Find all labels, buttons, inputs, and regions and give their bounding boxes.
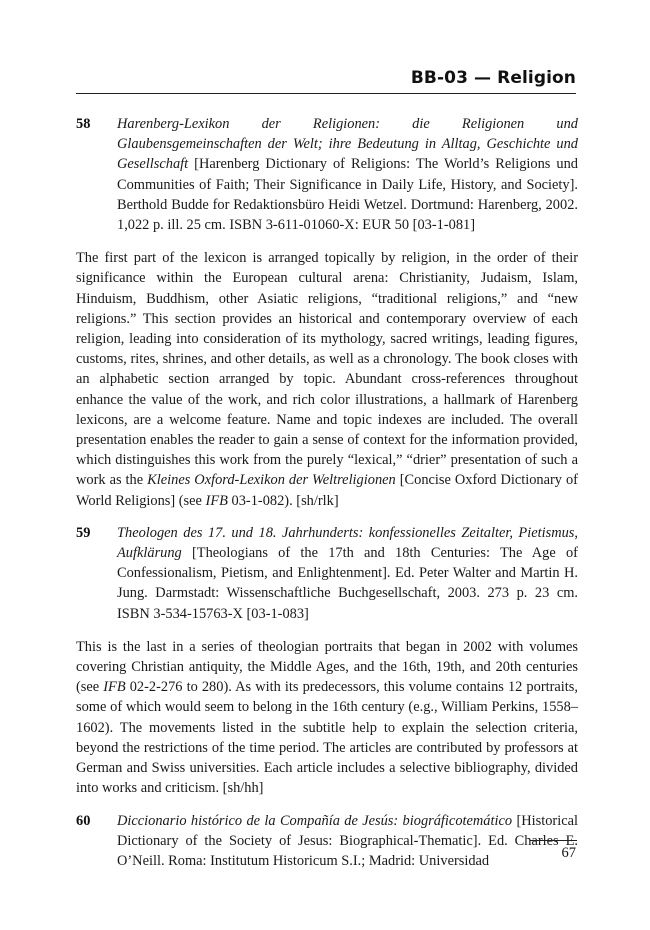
running-head-rule <box>76 93 576 94</box>
entry-annotation <box>76 248 578 511</box>
running-head-title: BB-03 — Religion <box>410 68 576 88</box>
spacer <box>76 511 578 523</box>
annotation-text: 02-2-276 to 280). As with its predecessors, this volume contains 12 portraits, some of which would seem to belong in the 16th century (e.g., William Perkins, 1558–1602). The movements listed in the subtitle help to explain the selection criteria, beyond the restrictions of the time period. The articles are contributed by professors at German and Swiss universities. Each article includes a selective bibliography, divided into works and criticism. [sh/hh] <box>76 679 578 797</box>
entry-original-title: Diccionario histórico de la Compañía de Jesús: biográficotemático <box>117 812 513 829</box>
annotation-text: The first part of the lexicon is arranged topically by religion, in the order of their significance within the European cultural arena: Christianity, Judaism, Islam, Hinduism, Buddhism, other Asiatic religions, “traditional religions,” and “new religions.” This section provides an historical and contemporary overview of each religion, leading into consideration of its mythology, sacred writings, leading figures, customs, rites, shrines, and other details, as well as a chronology. The book closes with an alphabetic section arranged by topic. Abundant cross-references throughout enhance the value of the work, and rich color illustrations, a hallmark of Harenberg lexicons, are a welcome feature. Name and topic indexes are included. The overall presentation enables the reader to gain a sense of context for the information provided, which distinguishes this work from the purely “lexical,” “drier” presentation of such a work as the <box>76 250 578 489</box>
entry-citation-text: [Theologians of the 17th and 18th Centuries: The Age of Confessionalism, Pietism, and Enlightenment]. Ed. Peter Walter and Martin H. Jung. Darmstadt: Wissenschaftliche Buchgesellschaft, 2003. 273 p. 23 cm. ISBN 3-534-15763-X [03-1-083] <box>117 545 578 622</box>
annotation-cited-abbrev: IFB <box>103 679 126 696</box>
entry-citation <box>117 523 578 624</box>
entry-citation-text: [Historical Dictionary of the Society of Jesus: Biographical-Thematic]. Ed. Charles E. O’Neill. Roma: Institutum Historicum S.I.; Madrid: Universidad <box>117 812 578 869</box>
entry-original-title: Harenberg-Lexikon der Religionen: die Religionen und Glaubensgemeinschaften der Welt; ihre Bedeutung in Alltag, Geschichte und Gesellschaft <box>117 116 578 173</box>
spacer <box>76 235 578 248</box>
annotation-text: 03-1-082). [sh/rlk] <box>231 492 339 509</box>
entry-number: 59 <box>76 524 91 541</box>
entry-citation <box>117 114 578 235</box>
annotation-cited-title: Kleines Oxford-Lexikon der Weltreligionen <box>147 472 396 489</box>
entry-number: 58 <box>76 116 91 132</box>
page-content <box>76 114 578 871</box>
entry-citation <box>117 811 578 872</box>
entry-original-title: Theologen des 17. und 18. Jahrhunderts: konfessionelles Zeitalter, Pietismus, Aufklärung <box>117 524 578 562</box>
spacer <box>76 624 578 637</box>
spacer <box>76 799 578 811</box>
footer-rule <box>530 840 577 841</box>
annotation-text: This is the last in a series of theologian portraits that began in 2002 with volumes covering Christian antiquity, the Middle Ages, and the 16th, 19th, and 20th centuries (see <box>76 638 578 696</box>
entry-annotation <box>76 637 578 799</box>
entry-58 <box>76 114 578 235</box>
entry-citation-text: [Harenberg Dictionary of Religions: The World’s Religions und Communities of Faith; Their Significance in Daily Life, History, and Society]. Berthold Budde for Redaktionsbüro Heidi Wetzel. Dortmund: Harenberg, 2002. 1,022 p. ill. 25 cm. ISBN 3-611-01060-X: EUR 50 [03-1-081] <box>117 156 578 234</box>
running-head <box>76 60 576 100</box>
page-number: 67 <box>561 845 576 861</box>
entry-60 <box>76 811 578 872</box>
entry-number: 60 <box>76 812 91 829</box>
annotation-cited-abbrev: IFB <box>205 492 228 509</box>
entry-59 <box>76 523 578 624</box>
annotation-text: [Concise Oxford Dictionary of World Religions] (see <box>76 472 578 509</box>
